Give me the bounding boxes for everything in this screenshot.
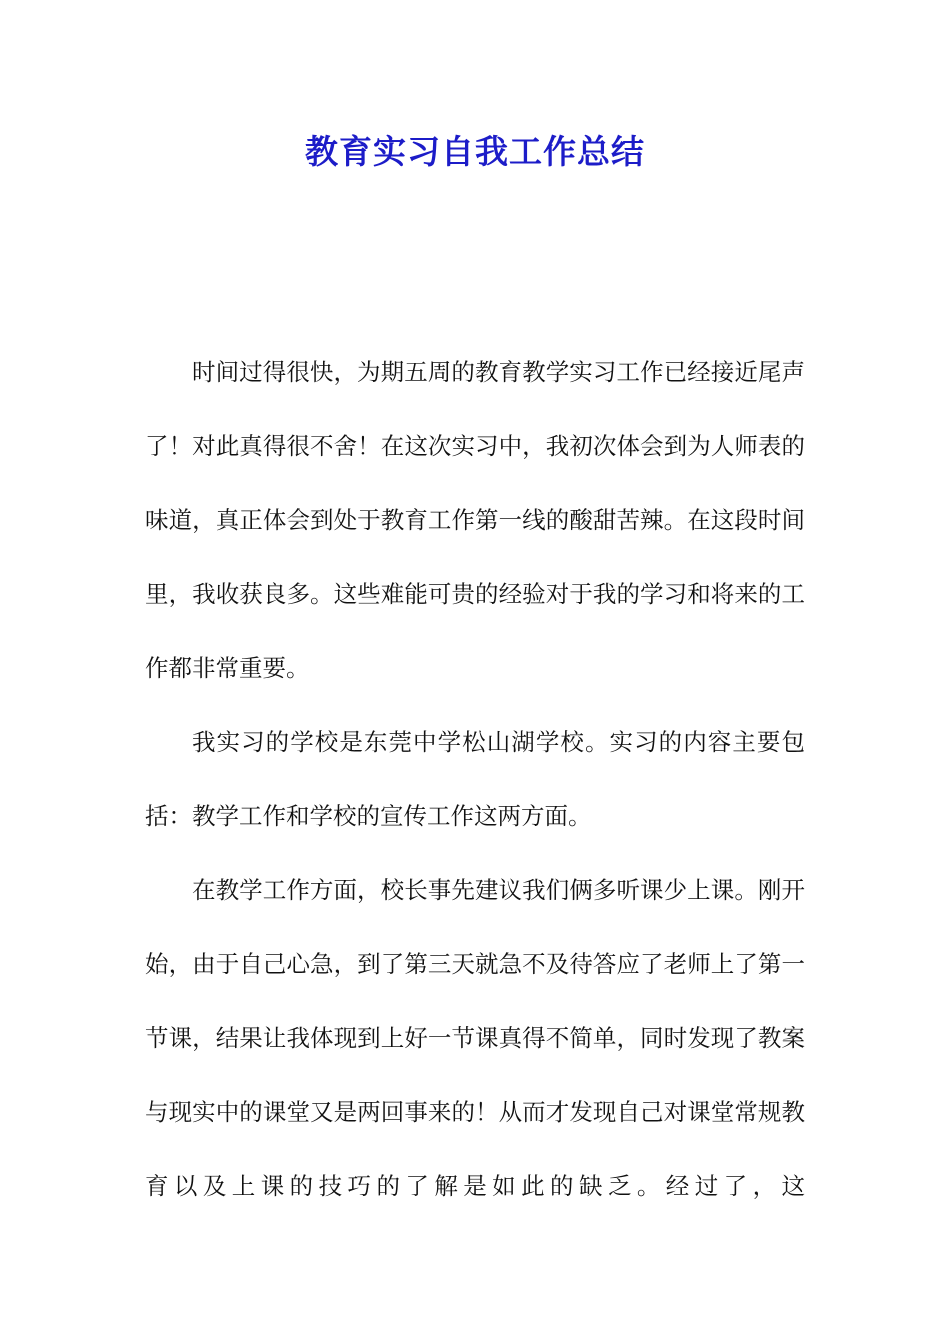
paragraph-2: 我实习的学校是东莞中学松山湖学校。实习的内容主要包括：教学工作和学校的宣传工作这两方面。	[145, 728, 805, 830]
paragraph-1: 时间过得很快，为期五周的教育教学实习工作已经接近尾声了！对此真得很不舍！在这次实习中，我初次体会到为人师表的味道，真正体会到处于教育工作第一线的酸甜苦辣。在这段时间里，我收获良多。这些难能可贵的经验对于我的学习和将来的工作都非常重要。	[145, 358, 805, 682]
document-body	[145, 335, 805, 1223]
paragraph-3: 在教学工作方面，校长事先建议我们俩多听课少上课。刚开始，由于自己心急，到了第三天就急不及待答应了老师上了第一节课，结果让我体现到上好一节课真得不简单，同时发现了教案与现实中的课堂又是两回事来的！从而才发现自己对课堂常规教育以及上课的技巧的了解是如此的缺乏。经过了，这	[145, 876, 805, 1200]
document-title: 教育实习自我工作总结	[305, 132, 645, 171]
